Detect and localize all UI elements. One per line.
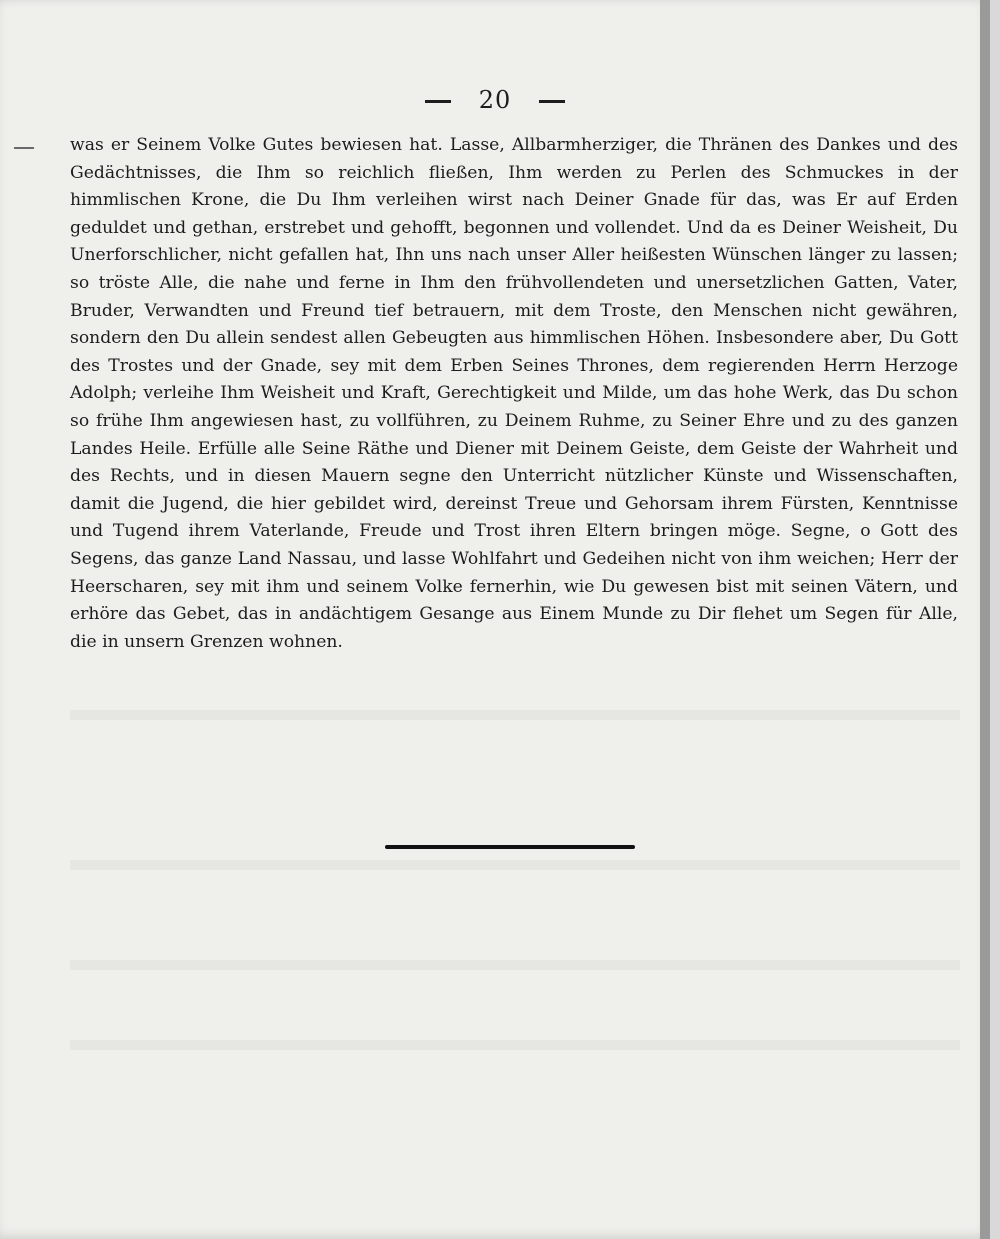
show-through-shadow [70,1040,960,1050]
page-header [0,86,990,114]
page-binding-edge [980,0,990,1239]
body-paragraph: was er Seinem Volke Gutes bewiesen hat. Lasse, Allbarmherziger, die Thränen des Dankes und des Gedächtnisses, die Ihm so reichlich fließen, Ihm werden zu Perlen des Schmuckes in der himmlischen Krone, die Du Ihm verleihen wirst nach Deiner Gnade für das, was Er auf Erden geduldet und gethan, erstrebet und gehofft, begonnen und vollendet. Und da es Deiner Weisheit, Du Unerforschlicher, nicht gefallen hat, Ihn uns nach unser Aller heißesten Wünschen länger zu lassen; so tröste Alle, die nahe und ferne in Ihm den frühvollendeten und unersetzlichen Gatten, Vater, Bruder, Verwandten und Freund tief betrauern, mit dem Troste, den Menschen nicht gewähren, sondern den Du allein sendest allen Gebeugten aus himmlischen Höhen. Insbesondere aber, Du Gott des Trostes und der Gnade, sey mit dem Erben Seines Thrones, dem regierenden Herrn Herzoge Adolph; verleihe Ihm Weisheit und Kraft, Gerechtigkeit und Milde, um das hohe Werk, das Du schon so frühe Ihm angewiesen hast, zu vollführen, zu Deinem Ruhme, zu Seiner Ehre und zu des ganzen Landes Heile. Erfülle alle Seine Räthe und Diener mit Deinem Geiste, dem Geiste der Wahrheit und des Rechts, und in diesen Mauern segne den Unterricht nützlicher Künste und Wissenschaften, damit die Jugend, die hier gebildet wird, dereinst Treue und Gehorsam ihrem Fürsten, Kenntnisse und Tugend ihrem Vaterlande, Freude und Trost ihren Eltern bringen möge. Segne, o Gott des Segens, das ganze Land Nassau, und lasse Wohlfahrt und Gedeihen nicht von ihm weichen; Herr der Heerscharen, sey mit ihm und seinem Volke fernerhin, wie Du gewesen bist mit seinen Vätern, und erhöre das Gebet, das in andächtigem Gesange aus Einem Munde zu Dir flehet um Segen für Alle, die in unsern Grenzen wohnen. [70,135,958,652]
margin-mark [14,147,34,149]
show-through-shadow [70,960,960,970]
section-end-rule [385,845,635,849]
header-dash-right [539,100,565,103]
header-dash-left [425,100,451,103]
show-through-shadow [70,710,960,720]
show-through-shadow [70,860,960,870]
page-number: 20 [478,86,512,114]
